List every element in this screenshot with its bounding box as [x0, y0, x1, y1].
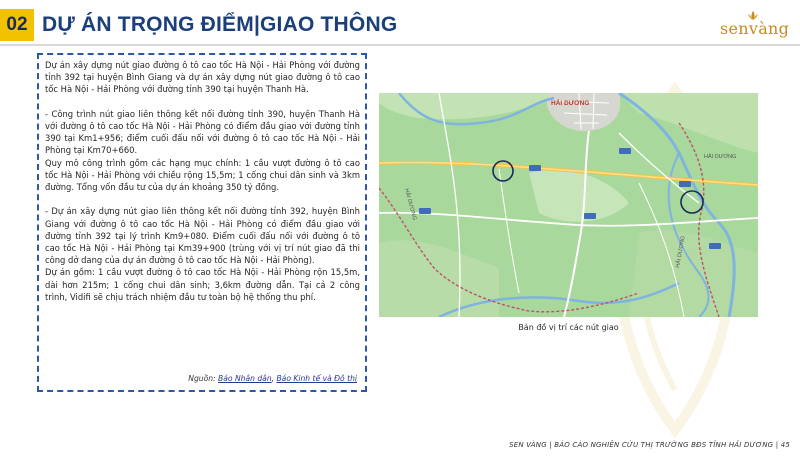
title-divider	[0, 44, 800, 46]
paragraph-dt390: - Công trình nút giao liên thông kết nối đường tỉnh 390, huyện Thanh Hà với đường ô tô cao tốc Hà Nội - Hải Phòng có điểm đầu giao với đường tỉnh 390 tại Km1+956; điểm cuối đấu nối với đường ô tô cao tốc Hà Nội - Hải Phòng tại Km70+660.	[45, 108, 360, 156]
section-number-badge: 02	[0, 9, 34, 41]
source-link-nhan-dan[interactable]: Báo Nhân dân	[218, 374, 272, 383]
brand-logo	[712, 11, 790, 41]
paragraph-spacer	[45, 96, 360, 108]
source-prefix: Nguồn:	[188, 374, 219, 383]
map-label-city: HẢI DƯƠNG	[551, 100, 590, 107]
paragraph-dt392-scale: Dự án gồm: 1 cầu vượt đường ô tô cao tốc Hà Nội - Hải Phòng rộn 15,5m, dài hơn 215m; 1 cống chui dân sinh; 3,6km đường dẫn. Tại cả 2 công trình, Vidifi sẽ chịu trách nhiệm đầu tư toàn bộ hệ thống thu phí.	[45, 267, 360, 302]
map-label-bottom: HẢI DƯƠNG	[675, 235, 687, 269]
source-separator: ,	[271, 374, 277, 383]
page-footer: SEN VÀNG | BÁO CÁO NGHIÊN CỨU THỊ TRƯỜNG BĐS TỈNH HẢI DƯƠNG | 45	[509, 441, 790, 449]
logo-text: senvàng	[720, 19, 790, 38]
content-text-box	[37, 53, 367, 392]
page-title: DỰ ÁN TRỌNG ĐIỂM|GIAO THÔNG	[42, 13, 398, 36]
map-label-right: HẢI DƯƠNG	[704, 154, 737, 160]
map-caption: Bản đồ vị trí các nút giao	[518, 323, 619, 332]
map-label-left: HẢI DƯƠNG	[403, 187, 418, 221]
paragraph-dt392: - Dự án xây dựng nút giao liên thông kết nối đường tỉnh 392, huyện Bình Giang với đường ô tô cao tốc Hà Nội - Hải Phòng có điểm đầu giao với đường tỉnh 392 tại lý trình Km9+080. Điểm cuối đấu nối với đường ô tô cao tốc Hà Nội - Hải Phòng tại Km39+900 (trùng với vị trí nút giao đã thi công dở dang của dự án đường ô tô cao tốc Hà Nội - Hải Phòng).	[45, 206, 360, 266]
source-link-kinh-te-do-thi[interactable]: Báo Kinh tế và Đô thị	[276, 374, 357, 383]
paragraph-spacer	[45, 193, 360, 205]
map-graphic	[379, 93, 758, 317]
paragraph-intro: Dự án xây dựng nút giao đường ô tô cao tốc Hà Nội - Hải Phòng với đường tỉnh 392 tại huyện Bình Giang và dự án xây dựng nút giao đường ô tô cao tốc Hà Nội - Hải Phòng với đường tỉnh 390 tại huyện Thanh Hà.	[45, 60, 360, 95]
source-citation	[188, 374, 357, 383]
location-map	[379, 93, 758, 317]
paragraph-dt390-scale: Quy mô công trình gồm các hạng mục chính: 1 cầu vượt đường ô tô cao tốc Hà Nội - Hải Phòng với chiều rộng 15,5m; 1 cống chui dân sinh và 3km đường. Tổng vốn đầu tư của dự án khoảng 350 tỷ đồng.	[45, 157, 360, 193]
